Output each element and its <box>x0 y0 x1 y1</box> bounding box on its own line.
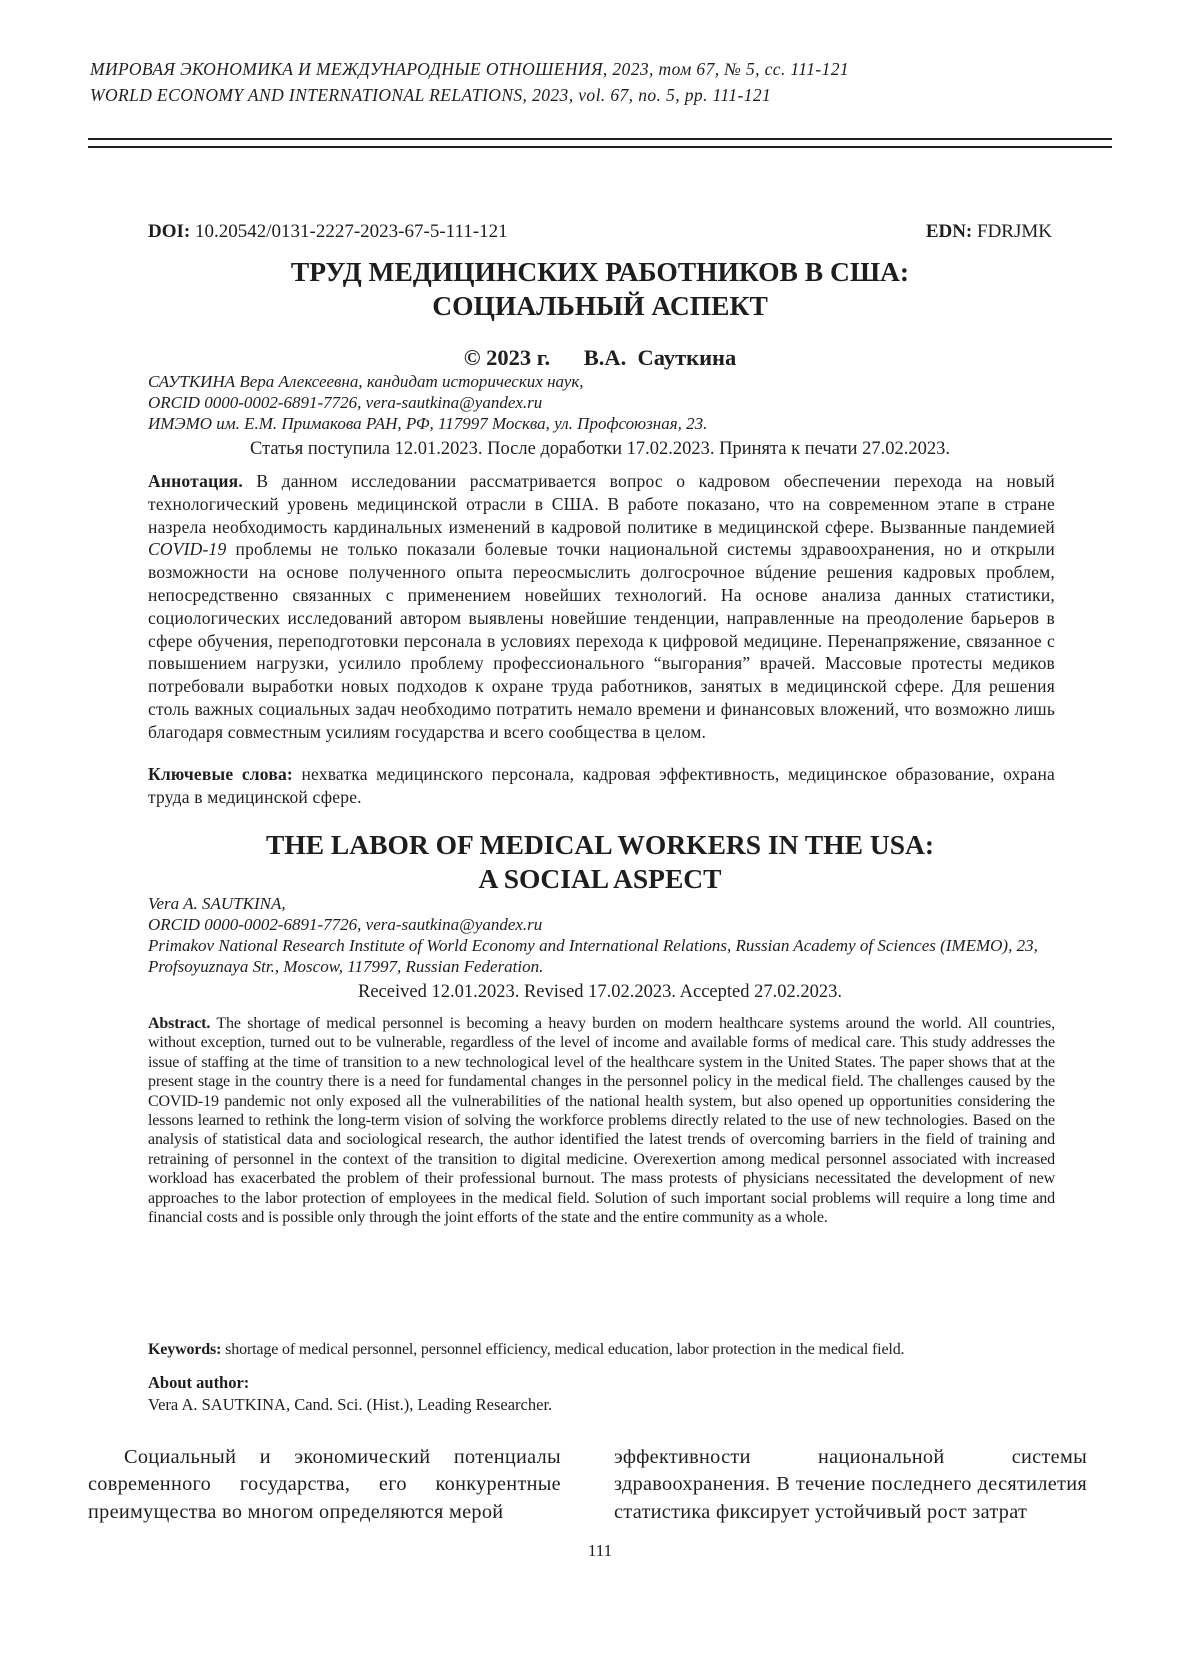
edn-line <box>926 221 1052 243</box>
title-en <box>140 828 1060 896</box>
dates-en: Received 12.01.2023. Revised 17.02.2023. Accepted 27.02.2023. <box>358 982 842 1002</box>
byline <box>140 345 1060 371</box>
affiliation-en <box>148 893 1060 977</box>
title-ru-line1: ТРУД МЕДИЦИНСКИХ РАБОТНИКОВ В США: <box>290 256 910 287</box>
edn-value: FDRJMK <box>977 221 1052 242</box>
copyright-year: © 2023 г. <box>463 345 551 370</box>
abstract-ru-text2: проблемы не только показали болевые точки национальной системы здравоохранения, но и открыли возможности на основе полученного опыта переосмыслить долгосрочное вúдение решения кадровых проблем, непосредственно связанных с применением новейших технологий. На основе анализа данных статистики, социологических исследований автором выявлены новейшие тенденции, направленные на преодоление барьеров в сфере обучения, переподготовки персонала в условиях перехода к цифровой медицине. Перенапряжение, связанное с повышением нагрузки, усилило проблему профессионального “выгорания” врачей. Массовые протесты медиков потребовали выработки новых подходов к охране труда работников, занятых в медицинской сфере. Для решения столь важных социальных задач необходимо потратить немало времени и финансовых вложений, что возможно лишь благодаря совместным усилиям государства и всего сообщества в целом. <box>148 539 1055 742</box>
journal-header-ru: МИРОВАЯ ЭКОНОМИКА И МЕЖДУНАРОДНЫЕ ОТНОШЕНИЯ, 2023, том 67, № 5, сс. 111-121 <box>90 59 850 79</box>
affiliation-en-line2: ORCID 0000-0002-6891-7726, vera-sautkina@yandex.ru <box>148 915 543 934</box>
edn-label: EDN: <box>925 221 973 242</box>
doi-label: DOI: <box>148 221 191 242</box>
abstract-ru-text1: В данном исследовании рассматривается вопрос о кадровом обеспечении перехода на новый технологический уровень медицинской отрасли в США. В работе показано, что на современном этапе в стране назрела необходимость кардинальных изменений в кадровой политике в медицинской сфере. Вызванные пандемией <box>148 471 1055 537</box>
affiliation-ru <box>148 371 1060 434</box>
affiliation-en-line1: Vera A. SAUTKINA, <box>148 894 286 913</box>
doi-value: 10.20542/0131-2227-2023-67-5-111-121 <box>194 221 508 242</box>
keywords-en-text: shortage of medical personnel, personnel efficiency, medical education, labor protection in the medical field. <box>221 1341 905 1358</box>
abstract-en-label: Abstract. <box>148 1015 211 1032</box>
body-column-left: Социальный и экономический потенциалы современного государства, его конкурентные преимущества во многом определяются мерой <box>88 1446 561 1523</box>
affiliation-en-line3: Primakov National Research Institute of World Economy and International Relations, Russian Academy of Sciences (IMEMO), 23, Profsoyuznaya Str., Moscow, 117997, Russian Federation. <box>148 936 1038 976</box>
header-rule-bottom <box>88 146 1112 148</box>
body-column-right: эффективности национальной системы здравоохранения. В течение последнего десятилетия статистика фиксирует устойчивый рост затрат <box>614 1446 1087 1523</box>
abstract-ru-label: Аннотация. <box>148 471 243 491</box>
page-number: 111 <box>587 1541 613 1560</box>
abstract-en <box>148 1014 1055 1227</box>
journal-header-en: WORLD ECONOMY AND INTERNATIONAL RELATIONS, 2023, vol. 67, no. 5, pp. 111-121 <box>90 85 772 105</box>
affiliation-ru-line2: ORCID 0000-0002-6891-7726, vera-sautkina@yandex.ru <box>148 393 543 412</box>
affiliation-ru-line1: САУТКИНА Вера Алексеевна, кандидат исторических наук, <box>148 372 584 391</box>
keywords-en <box>148 1340 1055 1359</box>
abstract-en-text: The shortage of medical personnel is becoming a heavy burden on modern healthcare systems around the world. All countries, without exception, turned out to be vulnerable, regardless of the level of income and available forms of medical care. This study addresses the issue of staffing at the time of transition to a new technological level of the healthcare system in the United States. The paper shows that at the present stage in the country there is a need for fundamental changes in the personnel policy in the medical field. The challenges caused by the COVID-19 pandemic not only exposed all the vulnerabilities of the national health system, but also opened up opportunities considering the lessons learned to rethink the long-term vision of solving the workforce problems directly related to the use of new technologies. Based on the analysis of statistical data and sociological research, the author identified the latest trends of overcoming barriers in the field of training and retraining of personnel in the context of the transition to digital medicine. Overexertion among medical personnel associated with increased workload has exacerbated the problem of their professional burnout. The mass protests of physicians necessitated the development of new approaches to the labor protection of employees in the medical field. Solution of such important social problems will require a long time and financial costs and is possible only through the joint efforts of the state and the entire community as a whole. <box>148 1015 1055 1227</box>
dates-ru: Статья поступила 12.01.2023. После доработки 17.02.2023. Принята к печати 27.02.2023. <box>250 439 950 459</box>
title-en-line1: THE LABOR OF MEDICAL WORKERS IN THE USA: <box>265 829 935 860</box>
doi-line <box>148 221 508 243</box>
abstract-ru-covid: COVID-19 <box>148 539 227 560</box>
affiliation-ru-line3: ИМЭМО им. Е.М. Примакова РАН, РФ, 117997 Москва, ул. Профсоюзная, 23. <box>148 414 708 433</box>
keywords-ru <box>148 763 1055 809</box>
title-en-line2: A SOCIAL ASPECT <box>478 863 722 894</box>
author-name: В.А. Сауткина <box>583 345 737 370</box>
header-rule-top <box>88 138 1112 140</box>
keywords-en-label: Keywords: <box>148 1341 222 1358</box>
about-author-text: Vera A. SAUTKINA, Cand. Sci. (Hist.), Leading Researcher. <box>148 1395 553 1414</box>
title-ru-line2: СОЦИАЛЬНЫЙ АСПЕКТ <box>432 290 768 321</box>
about-author-heading: About author: <box>148 1373 250 1392</box>
abstract-ru <box>148 470 1055 744</box>
keywords-ru-label: Ключевые слова: <box>148 764 293 784</box>
keywords-ru-text: нехватка медицинского персонала, кадровая эффективность, медицинское образование, охрана труда в медицинской сфере. <box>148 764 1055 807</box>
title-ru <box>140 255 1060 323</box>
